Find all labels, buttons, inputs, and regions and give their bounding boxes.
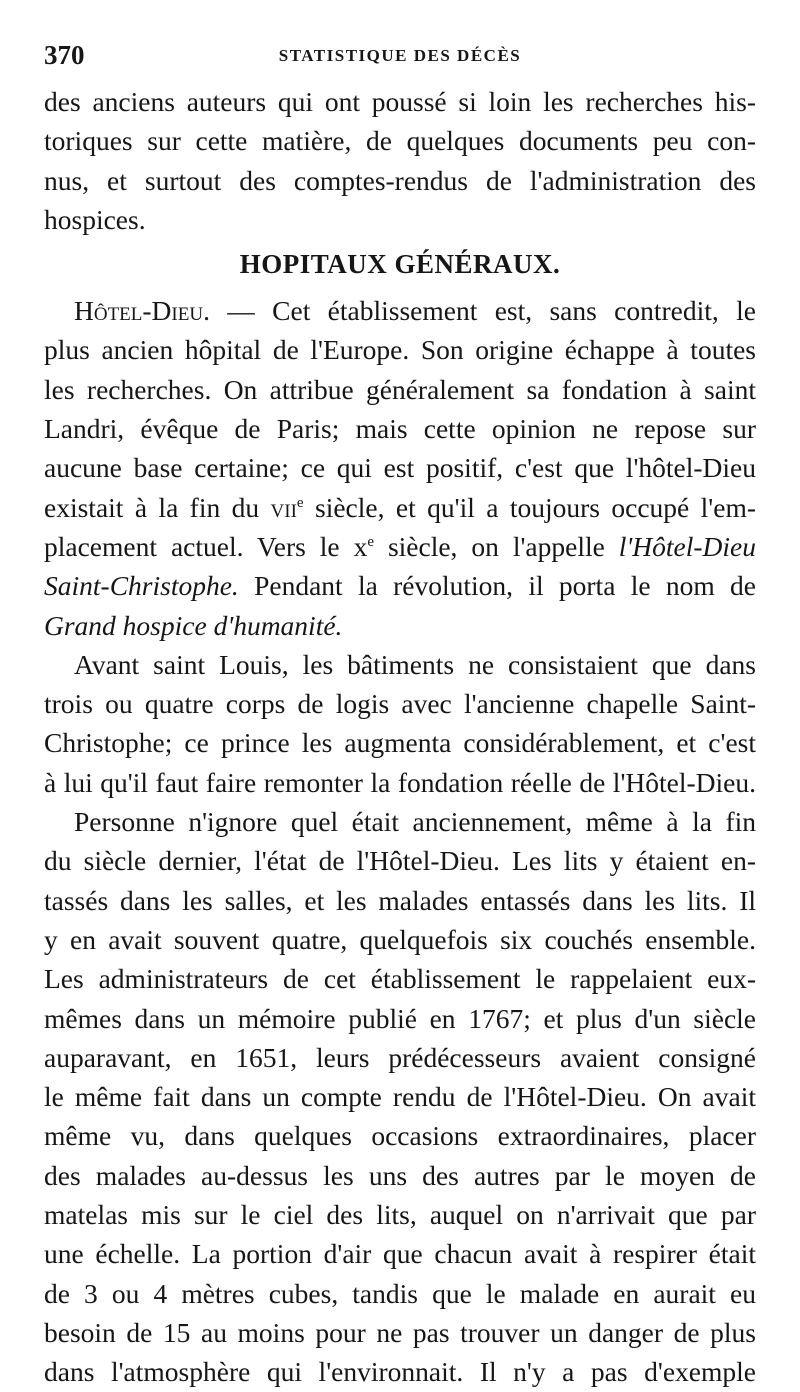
italic-name: Saint-Christophe. (44, 570, 239, 602)
intro-paragraph (44, 82, 756, 239)
superscript: e (296, 494, 304, 511)
text-line: nus, et surtout des comptes-rendus de l'administration des (44, 164, 756, 196)
text-line: Les administrateurs de cet établissement le rappelaient eux- (44, 963, 756, 995)
text-line: à lui qu'il faut faire remonter la fondation réelle de l'Hôtel-Dieu. (44, 766, 756, 798)
roman-numeral: x (353, 530, 368, 562)
text-line: tassés dans les salles, et les malades entassés dans les lits. Il (44, 884, 756, 916)
text-line (44, 527, 756, 566)
text-line: le même fait dans un compte rendu de l'Hôtel-Dieu. On avait (44, 1081, 756, 1113)
text-line: Landri, évêque de Paris; mais cette opinion ne repose sur (44, 413, 756, 445)
entry-lead: Hôtel-Dieu. (74, 295, 210, 327)
italic-name: l'Hôtel-Dieu (618, 530, 756, 562)
text-line: même vu, dans quelques occasions extraordinaires, placer (44, 1120, 756, 1152)
text-line: de 3 ou 4 mètres cubes, tandis que le malade en aurait eu (44, 1277, 756, 1309)
text-line: les recherches. On attribue généralement sa fondation à saint (44, 373, 756, 405)
running-head (44, 30, 756, 82)
page-body (44, 82, 756, 1392)
text-line: trois ou quatre corps de logis avec l'ancienne chapelle Saint- (44, 688, 756, 720)
text-line: des anciens auteurs qui ont poussé si loin les recherches his- (44, 86, 756, 117)
paragraph-conditions (44, 802, 756, 1391)
text-line: aucune base certaine; ce qui est positif, c'est que l'hôtel-Dieu (44, 452, 756, 484)
text-line: Avant saint Louis, les bâtiments ne consistaient que dans (74, 648, 756, 680)
text-line: toriques sur cette matière, de quelques documents peu con- (44, 125, 756, 157)
text-line (44, 291, 756, 330)
text-run: existait à la fin du (44, 491, 271, 523)
page-number: 370 (44, 40, 85, 70)
section-heading: HOPITAUX GÉNÉRAUX. (239, 249, 561, 280)
text-run: siècle, et qu'il a toujours occupé l'em- (303, 491, 757, 523)
text-line: auparavant, en 1651, leurs prédécesseurs avaient consigné (44, 1041, 756, 1073)
text-run: placement actuel. Vers le (44, 530, 354, 562)
text-line: besoin de 15 au moins pour ne pas trouver un danger de plus (44, 1316, 756, 1348)
text-line (44, 488, 756, 527)
text-line: hospices. (44, 203, 146, 235)
text-run: — Cet établissement est, sans contredit, le (209, 295, 756, 327)
text-line: une échelle. La portion d'air que chacun avait à respirer était (44, 1238, 756, 1270)
text-run: Pendant la révolution, il porta le nom de (238, 570, 756, 602)
text-line: y en avait souvent quatre, quelquefois six couchés ensemble. (44, 923, 756, 955)
paragraph-saint-louis (44, 645, 756, 802)
text-line: dans l'atmosphère qui l'environnait. Il n'y a pas d'exemple (44, 1356, 756, 1388)
text-line: mêmes dans un mémoire publié en 1767; et plus d'un siècle (44, 1002, 756, 1034)
text-line: des malades au-dessus les uns des autres par le moyen de (44, 1159, 756, 1191)
italic-name: Grand hospice d'humanité. (44, 609, 343, 641)
paragraph-hotel-dieu (44, 291, 756, 645)
text-run: siècle, on l'appelle (373, 530, 619, 562)
running-title: STATISTIQUE DES DÉCÈS (278, 46, 522, 65)
superscript: e (367, 533, 374, 550)
text-line: matelas mis sur le ciel des lits, auquel on n'arrivait que par (44, 1199, 756, 1231)
text-line: plus ancien hôpital de l'Europe. Son origine échappe à toutes (44, 334, 756, 366)
text-line: Christophe; ce prince les augmenta considérablement, et c'est (44, 727, 756, 759)
roman-numeral: vii (270, 491, 297, 523)
text-line (44, 566, 756, 605)
text-line (44, 606, 756, 645)
text-line: Personne n'ignore quel était anciennement, même à la fin (74, 806, 756, 838)
text-line: du siècle dernier, l'état de l'Hôtel-Dieu. Les lits y étaient en- (44, 845, 756, 877)
